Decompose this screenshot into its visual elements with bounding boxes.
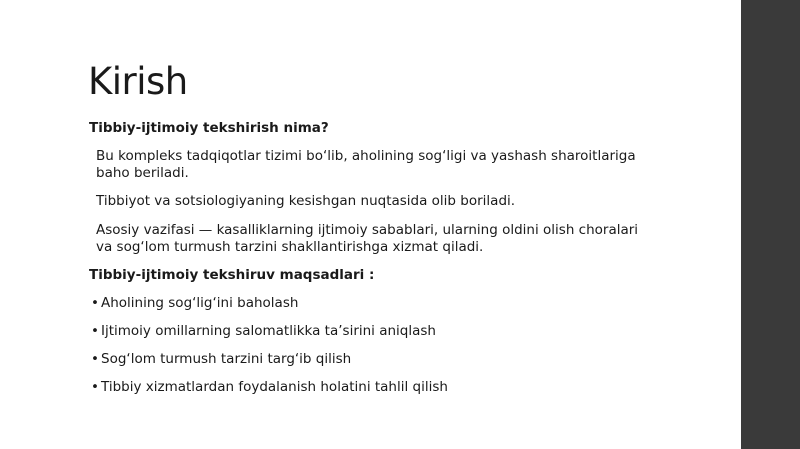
list-item [89, 295, 649, 312]
slide-title: Kirish [88, 60, 188, 103]
list-item-text: Aholining sog‘lig‘ini baholash [101, 294, 299, 311]
paragraph-intersection: Tibbiyot va sotsiologiyaning kesishgan nuqtasida olib boriladi. [96, 193, 516, 210]
slide-body [89, 120, 649, 408]
list-item-text: Sog‘lom turmush tarzini targ‘ib qilish [101, 351, 352, 368]
paragraph-definition: Bu kompleks tadqiqotlar tizimi bo‘lib, aholining sog‘ligi va yashash sharoitlariga baho beriladi. [96, 148, 636, 182]
bullet-icon: • [91, 294, 99, 311]
bullet-icon: • [91, 323, 99, 340]
list-item-text: Ijtimoiy omillarning salomatlikka ta’sirini aniqlash [101, 323, 436, 340]
bullet-icon: • [91, 379, 99, 396]
bullet-icon: • [91, 351, 99, 368]
paragraph-main-task: Asosiy vazifasi — kasalliklarning ijtimoiy sabablari, ularning oldini olish choralari va sog‘lom turmush tarzini shakllantirishga xizmat qiladi. [96, 221, 639, 255]
section-heading-definition: Tibbiy-ijtimoiy tekshirish nima? [89, 120, 329, 136]
section-heading-goals: Tibbiy-ijtimoiy tekshiruv maqsadlari : [89, 266, 375, 283]
side-band [741, 0, 800, 449]
list-item [89, 379, 649, 396]
list-item [89, 323, 649, 340]
list-item [89, 351, 649, 368]
list-item-text: Tibbiy xizmatlardan foydalanish holatini tahlil qilish [101, 379, 448, 396]
